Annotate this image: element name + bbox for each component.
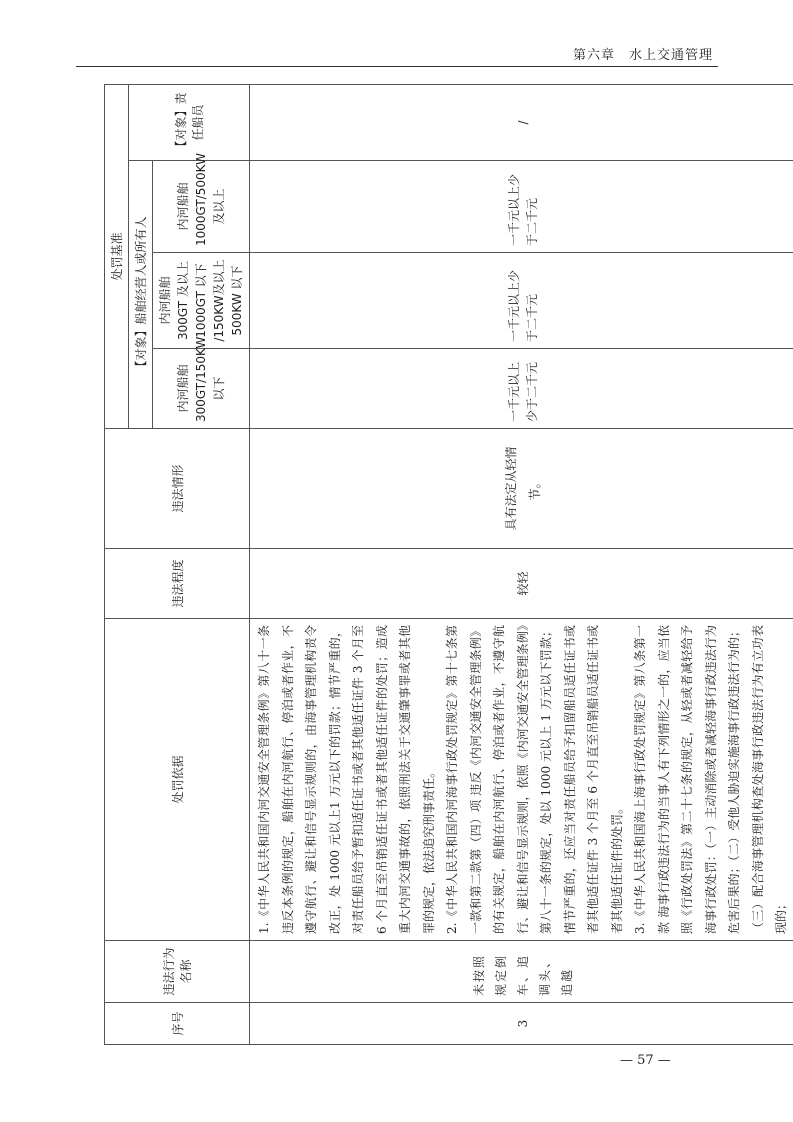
row-penalty-a: 一千元以上少于二千元 bbox=[250, 349, 793, 429]
header-penalty-standard: 处罚基准 bbox=[105, 84, 129, 428]
row-violation-name: 未按照规定倒车、追调头、追越 bbox=[250, 941, 793, 1003]
header-rule bbox=[76, 66, 718, 67]
row-penalty-crew: / bbox=[250, 84, 793, 160]
header-target-crew: 【对象】责任船员 bbox=[129, 84, 250, 160]
row-degree: 较轻 bbox=[250, 549, 793, 619]
header-col-c: 内河船舶1000GT/500KW及以上 bbox=[153, 161, 250, 253]
row-basis bbox=[250, 619, 793, 941]
row-penalty-b: 一千元以上少于二千元 bbox=[250, 253, 793, 349]
page-number: — 57 — bbox=[620, 1053, 671, 1068]
basis-paragraph-3: 3.《中华人民共和国海上海事行政处罚规定》第八条第一款 海事行政违法行为的当事人有下列情形之一的，应当依照《行政处罚法》第二十七条的规定，从轻或者减轻给予海事行政处罚：（一）主动消除或者减轻海事行政违法行为危害后果的；（二）受他人胁迫实施海事行政违法行为的；（三）配合海事管理机构查处海事行政违法行为有立功表现的； bbox=[633, 625, 788, 934]
header-circumstance: 违法情形 bbox=[105, 429, 250, 549]
basis-paragraph-1: 1.《中华人民共和国内河交通安全管理条例》第八十一条 违反本条例的规定，船舶在内河航行、停泊或者作业，不遵守航行、避让和信号显示规则的，由海事管理机构责令改正，处 1000 元以上1 万元以下的罚款；情节严重的，对责任船员给予暂扣适任证书或者其他适任证件 3 个月至 6 个月直至吊销适任证书或者其他适任证件的处罚；造成重大内河交通事故的，依照刑法关于交通肇事罪或者其他罪的规定，依法追究刑事责任。 bbox=[257, 625, 436, 934]
header-basis: 处罚依据 bbox=[105, 619, 250, 941]
table-row bbox=[250, 84, 793, 1044]
header-target-owner: 【对象】船舶经营人或所有人 bbox=[129, 161, 153, 429]
header-violation-name: 违法行为名称 bbox=[105, 941, 250, 1003]
basis-paragraph-2: 2.《中华人民共和国内河海事行政处罚规定》第十七条第一款和第二款第（四）项 违反《内河交通安全管理条例》的有关规定，船舶在内河航行、停泊或者作业，不遵守航行、避让和信号显示规则，依照《内河交通安全管理条例》第八十一条的规定，处以 1000 元以上 1 万元以下罚款；情节严重的，还应当对责任船员给予扣留船员适任证书或者其他适任证件 3 个月至 6 个月直至吊销船员适任证书或者其他适任证件的处罚。 bbox=[445, 625, 624, 934]
header-seq: 序号 bbox=[105, 1003, 250, 1045]
header-degree: 违法程度 bbox=[105, 549, 250, 619]
rotated-table-area bbox=[104, 85, 788, 1045]
header-col-a: 内河船舶300GT/150KW以下 bbox=[153, 349, 250, 429]
chapter-title: 第六章 水上交通管理 bbox=[572, 48, 713, 63]
row-circumstance: 具有法定从轻情节。 bbox=[250, 429, 793, 549]
row-seq: 3 bbox=[250, 1003, 793, 1045]
penalty-table bbox=[104, 84, 793, 1045]
header-col-b: 内河船舶 300GT 及以上1000GT 以下 /150KW及以上 500KW 以下 bbox=[153, 253, 250, 349]
page-header bbox=[0, 0, 793, 70]
row-penalty-c: 一千元以上少于二千元 bbox=[250, 161, 793, 253]
